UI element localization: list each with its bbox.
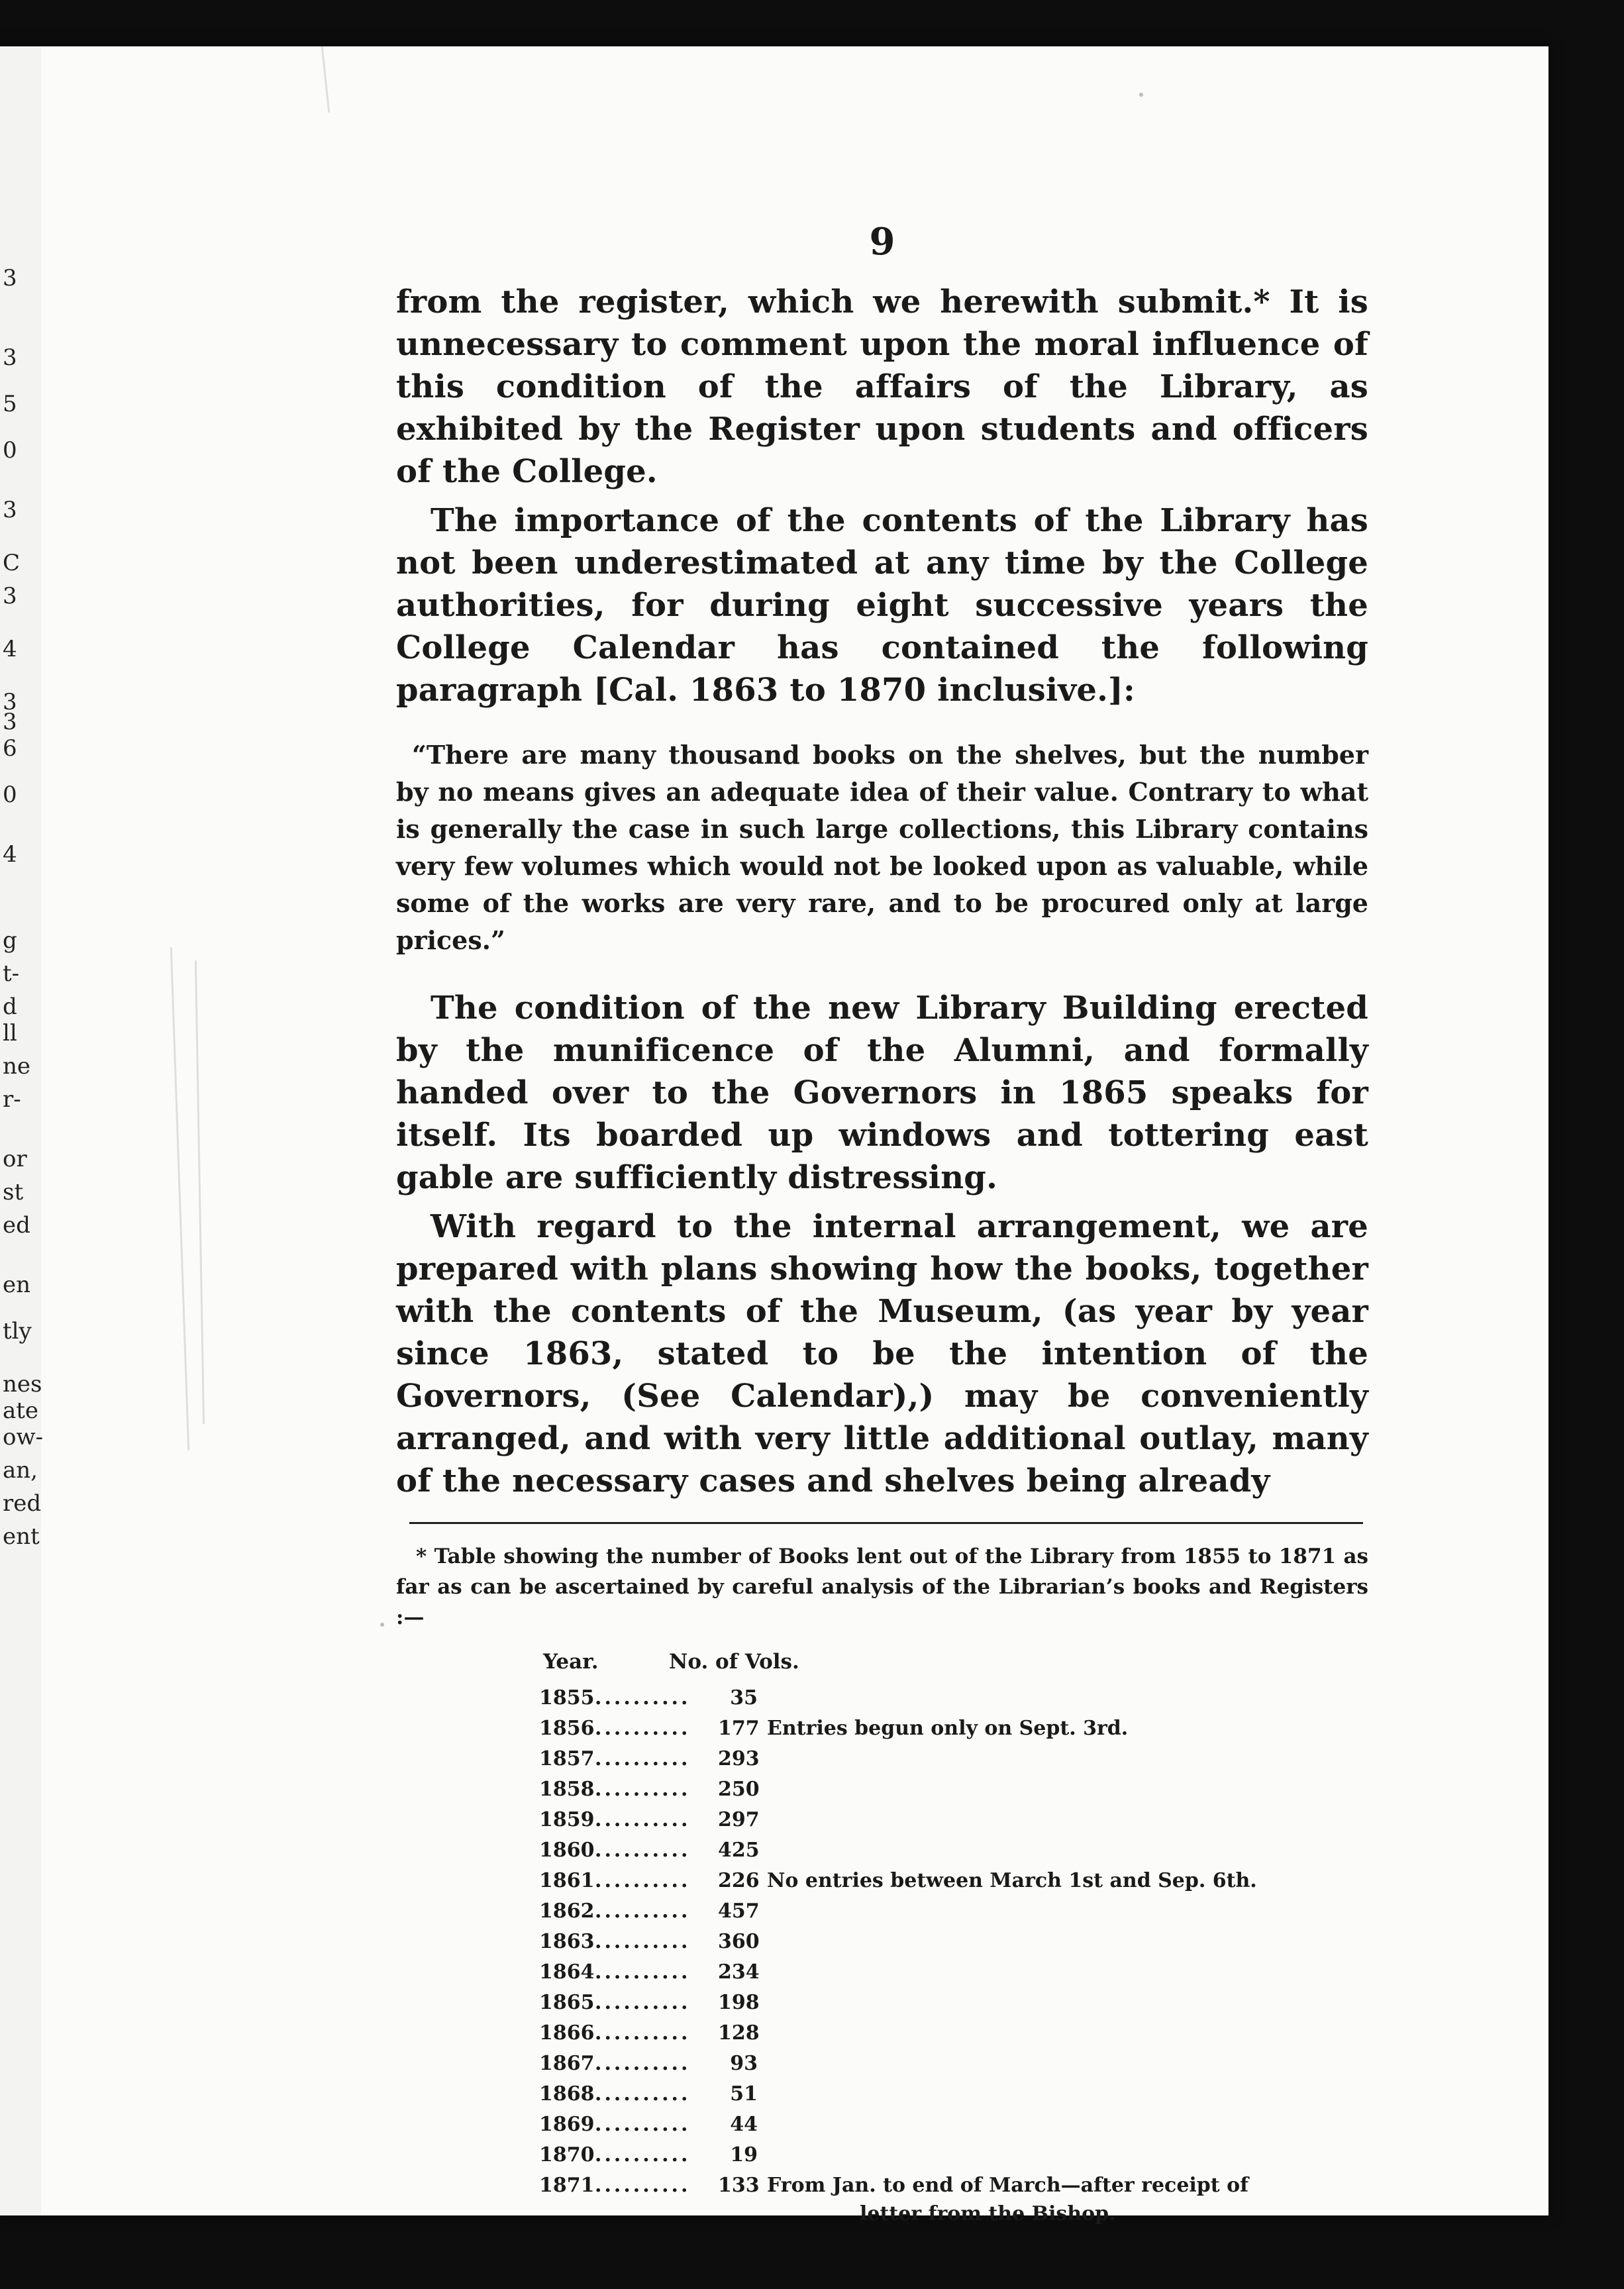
table-row [396,2140,1368,2170]
footnote-divider [409,1522,1363,1524]
loan-table-rows [396,1683,1368,2201]
leader-dots: .......... [595,2143,691,2166]
margin-fragment: g [3,927,17,954]
year-cell: 1857 [539,1747,595,1770]
table-row [396,1774,1368,1805]
paragraph-4: With regard to the internal arrangement, we are prepared with plans showing how the books, together with the contents of the Museum, (as year by year since 1863, stated to be the intention of the Governors, (See Calendar),) may be conveniently arranged, and with very little additional outlay, many of the necessary cases and shelves being already [396,1208,1368,1500]
year-cell: 1855 [539,1686,595,1709]
page-content [396,220,1368,2225]
year-cell: 1858 [539,1778,595,1801]
table-row [396,1927,1368,1957]
margin-fragment: 0 [3,782,17,808]
year-cell: 1867 [539,2052,595,2075]
vols-cell: 297 [718,1808,760,1831]
table-row [396,2049,1368,2079]
leader-dots: .......... [595,2052,691,2075]
margin-fragment: t- [3,960,20,987]
margin-fragment: 3 [3,265,17,291]
vols-cell: 35 [730,1686,758,1709]
margin-fragment: red [3,1490,42,1517]
page-number: 9 [869,220,895,264]
note-cell: Entries begun only on Sept. 3rd. [767,1717,1129,1740]
margin-fragment: st [3,1179,24,1205]
leader-dots: .......... [595,1747,691,1770]
margin-fragment: ne [3,1053,31,1080]
loan-table-header [396,1650,1368,1683]
paragraph-2: The importance of the contents of the Library has not been underestimated at any time by the College authorities, for during eight successive years the College Calendar has contained the following paragraph [Cal. 1863 to 1870 inclusive.]: [396,502,1368,709]
year-cell: 1865 [539,1991,595,2014]
table-row [396,2170,1368,2201]
margin-fragment: ed [3,1212,30,1239]
vols-cell: 226 [718,1869,760,1892]
year-cell: 1856 [539,1717,595,1740]
table-row [396,1683,1368,1713]
table-row [396,1957,1368,1988]
vols-cell: 360 [718,1930,760,1953]
leader-dots: .......... [595,1869,691,1892]
margin-fragment: 4 [3,841,17,868]
table-row [396,1866,1368,1896]
margin-fragment: 3 [3,344,17,371]
vols-cell: 425 [718,1839,760,1862]
table-row [396,1988,1368,2018]
year-cell: 1871 [539,2174,595,2197]
year-cell: 1868 [539,2082,595,2106]
leader-dots: .......... [595,1900,691,1923]
calendar-quote: “There are many thousand books on the shelves, but the number by no means gives an adequate idea of their value. Contrary to what is generally the case in such large collections, this Library contains very few volumes which would not be looked upon as valuable, while some of the works are very rare, and to be procured only at large prices.” [396,740,1368,955]
vols-cell: 133 [718,2174,760,2197]
year-cell: 1862 [539,1900,595,1923]
margin-fragment: ate [3,1398,39,1424]
margin-fragment: ll [3,1020,17,1046]
margin-fragment: 6 [3,735,17,762]
margin-fragment: tly [3,1318,32,1345]
year-cell: 1864 [539,1960,595,1984]
margin-fragment: 4 [3,636,17,662]
year-cell: 1866 [539,2021,595,2045]
year-cell: 1860 [539,1839,595,1862]
film-scratch [195,960,205,1424]
margin-fragment: 0 [3,437,17,464]
margin-fragment: en [3,1272,31,1298]
vols-cell: 250 [718,1778,760,1801]
leader-dots: .......... [595,1686,691,1709]
dust-speck [1139,93,1143,97]
footnote-text: * Table showing the number of Books lent out of the Library from 1855 to 1871 as far as can be ascertained by careful analysis of the Librarian’s books and Registers :— [396,1545,1368,1629]
table-row [396,2018,1368,2049]
vols-cell: 93 [730,2052,758,2075]
margin-fragment: C [3,550,21,576]
vols-cell: 198 [718,1991,760,2014]
leader-dots: .......... [595,1960,691,1984]
vols-cell: 234 [718,1960,760,1984]
vols-cell: 293 [718,1747,760,1770]
leader-dots: .......... [595,1930,691,1953]
vols-cell: 457 [718,1900,760,1923]
margin-fragment: an, [3,1457,38,1484]
table-row [396,2110,1368,2140]
vols-cell: 51 [730,2082,758,2106]
margin-fragment: ow- [3,1424,44,1450]
margin-fragment: r- [3,1086,21,1113]
scanned-page [0,46,1548,2225]
note-cell: No entries between March 1st and Sep. 6th. [767,1869,1257,1892]
year-cell: 1870 [539,2143,595,2166]
table-row [396,2079,1368,2110]
table-row [396,1805,1368,1835]
margin-fragment: 3 [3,689,17,715]
margin-text-fragments [0,46,44,2215]
year-column-header: Year. [543,1650,599,1674]
margin-fragment: ent [3,1523,40,1550]
paragraph-3: The condition of the new Library Building erected by the munificence of the Alumni, and formally handed over to the Governors in 1865 speaks for itself. Its boarded up windows and tottering east gable are sufficiently distressing. [396,990,1368,1196]
margin-fragment: or [3,1146,27,1172]
leader-dots: .......... [595,1839,691,1862]
margin-fragment: 5 [3,391,17,417]
dust-speck [380,1623,384,1627]
leader-dots: .......... [595,2082,691,2106]
leader-dots: .......... [595,1717,691,1740]
margin-fragment: 3 [3,497,17,523]
year-cell: 1869 [539,2113,595,2136]
note-cell: From Jan. to end of March—after receipt of [767,2174,1249,2197]
vols-cell: 177 [718,1717,760,1740]
film-scratch [170,947,190,1450]
leader-dots: .......... [595,1991,691,2014]
leader-dots: .......... [595,1808,691,1831]
film-scratch [321,46,330,113]
table-continuation-note: letter from the Bishop. [860,2202,1116,2225]
year-cell: 1861 [539,1869,595,1892]
leader-dots: .......... [595,2021,691,2045]
margin-fragment: 3 [3,583,17,609]
table-row [396,1744,1368,1774]
vols-cell: 128 [718,2021,760,2045]
year-cell: 1859 [539,1808,595,1831]
table-row [396,1896,1368,1927]
paragraph-1: from the register, which we herewith submit.* It is unnecessary to comment upon the moral influence of this condition of the affairs of the Library, as exhibited by the Register upon students and officers of the College. [396,283,1368,490]
vols-cell: 44 [730,2113,758,2136]
margin-fragment: d [3,993,17,1020]
year-cell: 1863 [539,1930,595,1953]
table-row [396,1835,1368,1866]
table-row [396,1713,1368,1744]
leader-dots: .......... [595,1778,691,1801]
leader-dots: .......... [595,2113,691,2136]
vols-column-header: No. of Vols. [669,1650,799,1674]
margin-fragment: 3 [3,709,17,735]
vols-cell: 19 [730,2143,758,2166]
leader-dots: .......... [595,2174,691,2197]
margin-fragment: nes [3,1371,42,1398]
